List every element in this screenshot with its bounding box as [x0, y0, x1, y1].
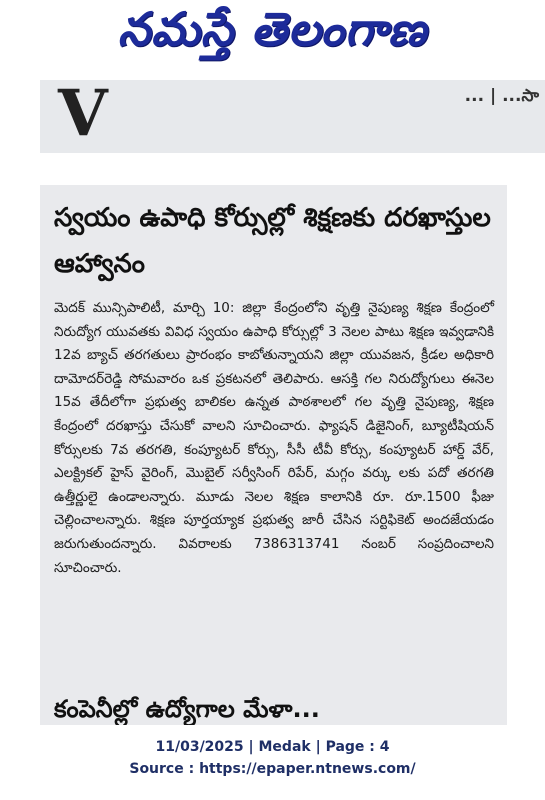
- edition-info: 11/03/2025 | Medak | Page : 4: [155, 739, 390, 755]
- masthead: [0, 0, 545, 70]
- newspaper-logo: నమస్తే తెలంగాణ: [117, 2, 428, 56]
- clipping-letter: V: [58, 80, 108, 151]
- adjacent-clipping: [40, 80, 545, 153]
- page-footer: [0, 736, 545, 780]
- clipping-snippet: ... | ...సా: [464, 86, 539, 106]
- next-article-headline: కంపెనీల్లో ఉద్యోగాల మేళా...: [54, 695, 320, 723]
- news-article: [40, 185, 507, 725]
- article-headline: స్వయం ఉపాధి కోర్సుల్లో శిక్షణకు దరఖాస్తుల ఆహ్వానం: [54, 203, 491, 279]
- article-body: మెదక్ మున్సిపాలిటీ, మార్చి 10: జిల్లా కేంద్రంలోని వృత్తి నైపుణ్య శిక్షణ కేంద్రంలో నిరుద్యోగ యువతకు వివిధ స్వయం ఉపాధి కోర్సుల్లో 3 నెలల పాటు శిక్షణ ఇవ్వడానికి 12వ బ్యాచ్ తరగతులు ప్రారంభం కాబోతున్నాయని జిల్లా యువజన, క్రీడల అధికారి దామోదర్‌రెడ్డి సోమవారం ఒక ప్రకటనలో తెలిపారు. ఆసక్తి గల నిరుద్యోగులు ఈనెల 15వ తేదీలోగా ప్రభుత్వ బాలికల ఉన్నత పాఠశాలలో గల వృత్తి నైపుణ్య, శిక్షణ కేంద్రంలో దరఖాస్తు చేసుకో వాలని సూచించారు. ఫ్యాషన్ డిజైనింగ్, బ్యూటీషియన్ కోర్సులకు 7వ తరగతి, కంప్యూటర్ కోర్సు, సీసీ టీవీ కోర్సు, కంప్యూటర్ హార్డ్ వేర్, ఎలక్ట్రికల్ హైస్ వైరింగ్, మొబైల్ సర్వీసింగ్ రిపేర్, మగ్గం వర్కు లకు పదో తరగతి ఉత్తీర్ణులై ఉండాలన్నారు. మూడు నెలల శిక్షణ కాలానికి రూ. రూ.1500 ఫీజు చెల్లించాలన్నారు. శిక్షణ పూర్తయ్యాక ప్రభుత్వ జారీ చేసిన సర్టిఫికెట్ అందజేయడం జరుగుతుందన్నారు. వివరాలకు 7386313741 నంబర్ సంప్రదించాలని సూచించారు.: [54, 300, 494, 576]
- source-link[interactable]: Source : https://epaper.ntnews.com/: [129, 761, 416, 777]
